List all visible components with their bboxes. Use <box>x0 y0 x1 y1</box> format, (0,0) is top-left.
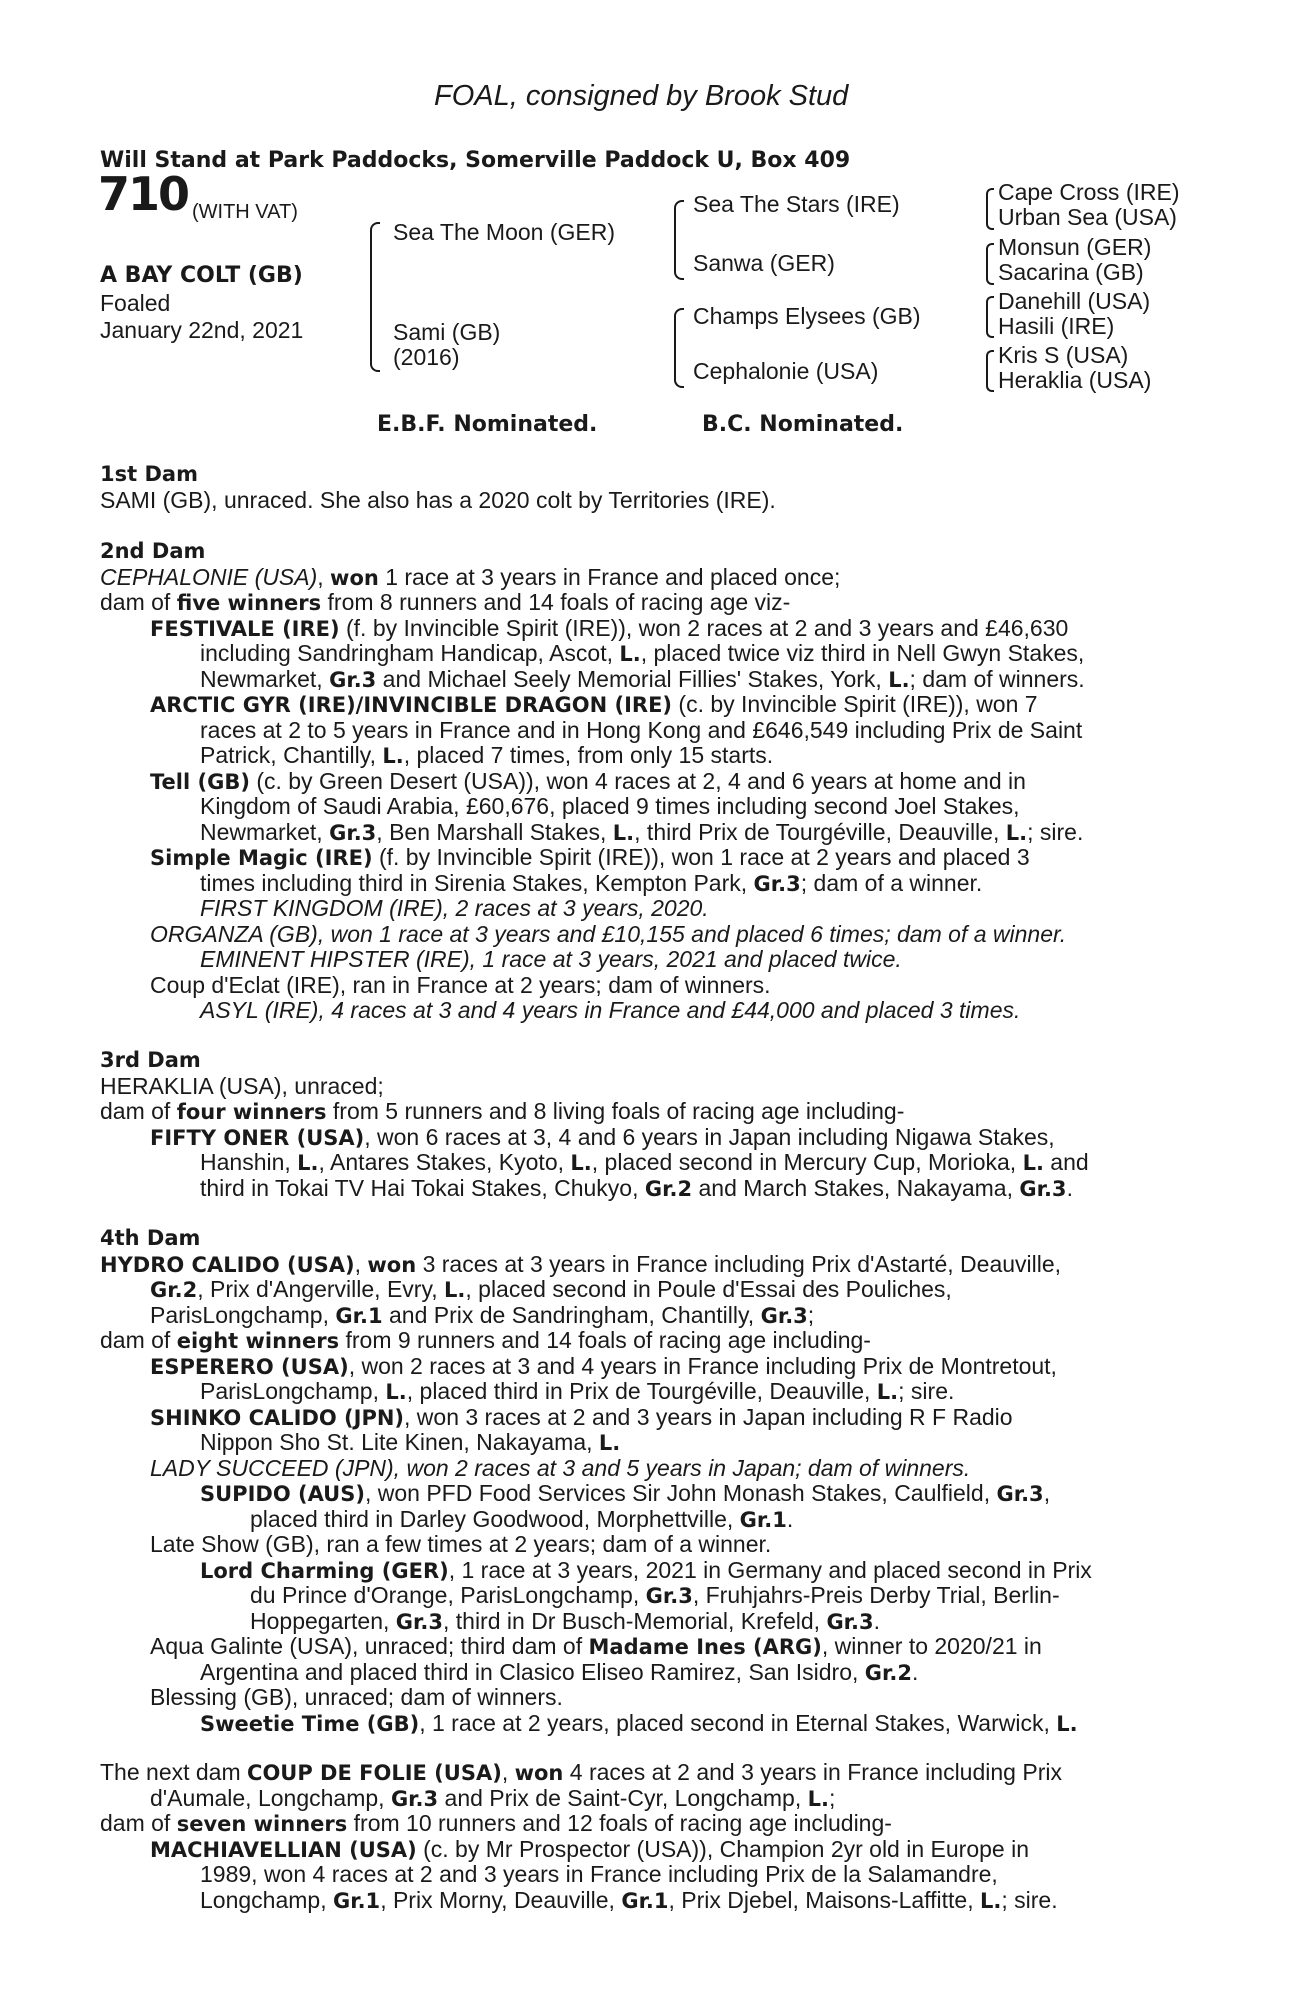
text-fragment: , placed third in Prix de Tourgéville, Deauville, <box>406 1378 877 1404</box>
esperero-name: ESPERERO (USA) <box>150 1354 349 1379</box>
pedigree-bracket-sire <box>674 200 684 280</box>
text-fragment: , <box>354 1250 368 1277</box>
blessing-line: Blessing (GB), unraced; dam of winners. <box>150 1684 563 1710</box>
text-fragment: , third in Dr Busch-Memorial, Krefeld, <box>442 1607 827 1634</box>
text-fragment: ; <box>828 1784 836 1811</box>
text-fragment: , Prix d'Angerville, Evry, <box>197 1276 445 1302</box>
organza-line: ORGANZA (GB), won 1 race at 3 years and £10,155 and placed 6 times; dam of a winner. <box>150 920 1067 947</box>
text-fragment: from 9 runners and 14 foals of racing age including- <box>339 1327 871 1353</box>
first-dam-section <box>100 462 1204 513</box>
cephalonie-line <box>100 565 1204 591</box>
cephalonie-name: CEPHALONIE (USA) <box>100 563 318 590</box>
text-fragment: d'Aumale, Longchamp, <box>150 1784 391 1811</box>
text-fragment: . <box>911 1658 919 1685</box>
arctic-line-3 <box>100 743 1204 769</box>
pedigree-bracket-dam <box>674 308 684 388</box>
text-fragment: and Michael Seely Memorial Fillies' Stakes, York, <box>376 665 889 692</box>
fourth-dam-heading: 4th Dam <box>100 1226 201 1250</box>
listed-mark: L. <box>570 1151 592 1175</box>
text-fragment: Patrick, Chantilly, <box>200 742 383 768</box>
esperero-line-2 <box>100 1379 1204 1405</box>
listed-mark: L. <box>297 1151 319 1175</box>
next-dam-section <box>100 1760 1204 1913</box>
won-text: won <box>367 1252 417 1277</box>
text-fragment: Argentina and placed third in Clasico Eliseo Ramirez, San Isidro, <box>200 1658 865 1685</box>
festivale-line-1 <box>100 616 1204 642</box>
listed-mark: L. <box>1056 1711 1078 1736</box>
eminent-line: EMINENT HIPSTER (IRE), 1 race at 3 years, 2021 and placed twice. <box>200 946 902 972</box>
sweetie-line <box>100 1711 1204 1737</box>
ss-dam: Urban Sea (USA) <box>998 204 1177 230</box>
group-mark: Gr.1 <box>739 1507 787 1532</box>
text-fragment: ; dam of winners. <box>909 665 1085 692</box>
dd-dam: Heraklia (USA) <box>998 367 1152 393</box>
aqua-line-2 <box>100 1660 1204 1686</box>
machiavellian-name: MACHIAVELLIAN (USA) <box>150 1837 417 1862</box>
winners-count: seven winners <box>176 1812 348 1836</box>
aqua-line-1 <box>100 1634 1204 1660</box>
text-fragment: , third Prix de Tourgéville, Deauville, <box>634 818 1006 845</box>
sweetie-name: Sweetie Time (GB) <box>200 1711 420 1736</box>
text-fragment: dam of <box>100 589 177 615</box>
text-fragment: . <box>786 1505 794 1532</box>
text-fragment: du Prince d'Orange, ParisLongchamp, <box>250 1582 646 1608</box>
group-mark: Gr.3 <box>996 1482 1044 1506</box>
text-fragment: The next dam <box>100 1759 248 1785</box>
third-dam-section <box>100 1048 1204 1201</box>
lord-line-1 <box>100 1558 1204 1584</box>
supido-name: SUPIDO (AUS) <box>200 1482 365 1506</box>
lot-number: 710 <box>98 167 189 221</box>
text-fragment: from 10 runners and 12 foals of racing age including- <box>347 1810 892 1836</box>
sire-name: Sea The Moon (GER) <box>393 219 616 245</box>
dam-name: Sami (GB) <box>393 319 501 345</box>
coup-de-folie-produce-line <box>100 1811 1204 1837</box>
esperero-line-1 <box>100 1354 1204 1380</box>
text-fragment: Longchamp, <box>200 1886 333 1913</box>
group-mark: Gr.3 <box>753 871 801 896</box>
listed-mark: L. <box>807 1786 829 1811</box>
ebf-nomination: E.B.F. Nominated. <box>377 412 598 437</box>
group-mark: Gr.2 <box>644 1176 693 1201</box>
sd-dam: Sacarina (GB) <box>998 259 1144 285</box>
group-mark: Gr.3 <box>395 1609 443 1634</box>
arctic-name: ARCTIC GYR (IRE)/INVINCIBLE DRAGON (IRE) <box>150 693 673 717</box>
text-fragment: ; dam of a winner. <box>800 869 983 896</box>
lord-line-3 <box>100 1609 1204 1635</box>
winners-count: four winners <box>176 1100 327 1124</box>
lord-line-2 <box>100 1583 1204 1609</box>
text-fragment: . <box>873 1607 881 1634</box>
mach-line-1 <box>100 1837 1204 1863</box>
fifty-line-2 <box>100 1150 1204 1176</box>
hydro-line-3 <box>100 1303 1204 1329</box>
hydro-line-1 <box>100 1252 1204 1278</box>
won-text: won <box>330 565 379 590</box>
text-fragment: placed third in Darley Goodwood, Morphettville, <box>250 1505 740 1532</box>
text-fragment: , placed second in Mercury Cup, Morioka, <box>591 1149 1023 1175</box>
text-fragment: , won 6 races at 3, 4 and 6 years in Japan including Nigawa Stakes, <box>364 1123 1055 1150</box>
listed-mark: L. <box>876 1380 899 1404</box>
second-dam-heading: 2nd Dam <box>100 539 206 563</box>
group-mark: Gr.2 <box>864 1660 912 1685</box>
listed-mark: L. <box>612 820 635 845</box>
text-fragment: (c. by Green Desert (USA)), won 4 races at 2, 4 and 6 years at home and in <box>249 767 1026 794</box>
tell-line-2: Kingdom of Saudi Arabia, £60,676, placed 9 times including second Joel Stakes, <box>200 793 1020 819</box>
lord-name: Lord Charming (GER) <box>200 1558 449 1583</box>
foaled-date: January 22nd, 2021 <box>100 317 304 343</box>
heraklia-produce-line <box>100 1099 1204 1125</box>
group-mark: Gr.2 <box>150 1278 198 1302</box>
text-fragment: Aqua Galinte (USA), unraced; third dam of <box>150 1633 589 1659</box>
stand-location: Will Stand at Park Paddocks, Somerville Paddock U, Box 409 <box>100 148 851 173</box>
text-fragment: Newmarket, <box>200 818 330 845</box>
text-fragment: , won 3 races at 2 and 3 years in Japan including R F Radio <box>404 1403 1013 1430</box>
group-mark: Gr.3 <box>645 1584 693 1608</box>
pedigree-bracket-dd <box>986 350 994 392</box>
hydro-name: HYDRO CALIDO (USA) <box>100 1252 355 1277</box>
third-dam-heading: 3rd Dam <box>100 1048 201 1072</box>
sd-sire: Monsun (GER) <box>998 234 1152 260</box>
text-fragment: ; <box>807 1301 815 1328</box>
arctic-line-1 <box>100 692 1204 718</box>
text-fragment: (c. by Mr Prospector (USA)), Champion 2yr old in Europe in <box>416 1835 1029 1862</box>
heraklia-line: HERAKLIA (USA), unraced; <box>100 1072 384 1099</box>
madame-ines-name: Madame Ines (ARG) <box>588 1635 822 1659</box>
group-mark: Gr.3 <box>390 1786 439 1811</box>
winners-count: five winners <box>176 591 322 615</box>
cephalonie-produce-line <box>100 590 1204 616</box>
tell-name: Tell (GB) <box>150 769 250 794</box>
text-fragment: Hanshin, <box>200 1149 298 1175</box>
text-fragment: , placed 7 times, from only 15 starts. <box>403 742 774 768</box>
lady-line: LADY SUCCEED (JPN), won 2 races at 3 and 5 years in Japan; dam of winners. <box>150 1454 971 1481</box>
text-fragment: (f. by Invincible Spirit (IRE)), won 2 races at 2 and 3 years and £46,630 <box>339 614 1069 641</box>
shinko-line-1 <box>100 1405 1204 1431</box>
text-fragment: 1 race at 3 years in France and placed once; <box>378 563 841 590</box>
simple-line-1 <box>100 845 1204 871</box>
simple-line-2 <box>100 871 1204 897</box>
winners-count: eight winners <box>176 1329 340 1353</box>
text-fragment: and <box>1043 1149 1089 1175</box>
ds-dam: Hasili (IRE) <box>998 313 1115 339</box>
supido-line-1 <box>100 1481 1204 1507</box>
listed-mark: L. <box>1022 1151 1044 1175</box>
mach-line-2: 1989, won 4 races at 2 and 3 years in France including Prix de la Salamandre, <box>200 1861 998 1887</box>
coup-line: Coup d'Eclat (IRE), ran in France at 2 years; dam of winners. <box>150 971 771 998</box>
dam-year: (2016) <box>393 344 460 370</box>
horse-name: A BAY COLT (GB) <box>100 263 303 288</box>
late-line: Late Show (GB), ran a few times at 2 years; dam of a winner. <box>150 1531 772 1557</box>
text-fragment: , won PFD Food Services Sir John Monash Stakes, Caulfield, <box>364 1480 997 1506</box>
text-fragment: and March Stakes, Nakayama, <box>692 1174 1020 1201</box>
text-fragment: , <box>501 1759 515 1785</box>
text-fragment: , winner to 2020/21 in <box>821 1633 1042 1659</box>
text-fragment: , won 2 races at 3 and 4 years in France including Prix de Montretout, <box>348 1352 1057 1379</box>
tell-line-3 <box>100 820 1204 846</box>
text-fragment: ParisLongchamp, <box>200 1378 386 1404</box>
group-mark: Gr.1 <box>332 1888 381 1913</box>
listed-mark: L. <box>980 1888 1002 1913</box>
listed-mark: L. <box>1005 820 1028 845</box>
listed-mark: L. <box>619 642 641 666</box>
sire-dam: Sanwa (GER) <box>693 250 835 276</box>
text-fragment: from 8 runners and 14 foals of racing age viz- <box>321 589 791 615</box>
text-fragment: dam of <box>100 1327 177 1353</box>
coup-de-folie-name: COUP DE FOLIE (USA) <box>247 1761 502 1785</box>
text-fragment: , Fruhjahrs-Preis Derby Trial, Berlin- <box>692 1582 1060 1608</box>
dam-sire: Champs Elysees (GB) <box>693 303 921 329</box>
text-fragment: , placed second in Poule d'Essai des Pouliches, <box>465 1276 952 1302</box>
festivale-line-3 <box>100 667 1204 693</box>
text-fragment: , Prix Morny, Deauville, <box>380 1886 622 1913</box>
pedigree-bracket-ds <box>986 296 994 338</box>
text-fragment: ; sire. <box>1027 818 1084 845</box>
text-fragment: , 1 race at 2 years, placed second in Eternal Stakes, Warwick, <box>419 1709 1057 1736</box>
text-fragment: times including third in Sirenia Stakes, Kempton Park, <box>200 869 754 896</box>
bc-nomination: B.C. Nominated. <box>702 412 904 437</box>
dd-sire: Kris S (USA) <box>998 342 1129 368</box>
first-dam-heading: 1st Dam <box>100 462 198 486</box>
first-dam-text: SAMI (GB), unraced. She also has a 2020 colt by Territories (IRE). <box>100 486 776 513</box>
text-fragment: (c. by Invincible Spirit (IRE)), won 7 <box>672 691 1038 717</box>
fifty-line-1 <box>100 1125 1204 1151</box>
text-fragment: from 5 runners and 8 living foals of racing age including- <box>326 1098 905 1124</box>
group-mark: Gr.3 <box>329 820 377 845</box>
pedigree-bracket-sd <box>986 243 994 285</box>
festivale-line-2 <box>100 641 1204 667</box>
shinko-name: SHINKO CALIDO (JPN) <box>150 1405 405 1430</box>
sire-sire: Sea The Stars (IRE) <box>693 191 900 217</box>
text-fragment: including Sandringham Handicap, Ascot, <box>200 640 620 666</box>
group-mark: Gr.1 <box>335 1303 383 1328</box>
pedigree-bracket-ss <box>986 188 994 230</box>
text-fragment: ; sire. <box>1001 1886 1058 1913</box>
fifty-line-3 <box>100 1176 1204 1202</box>
text-fragment: 3 races at 3 years in France including Prix d'Astarté, Deauville, <box>416 1250 1062 1277</box>
simple-name: Simple Magic (IRE) <box>150 846 373 870</box>
text-fragment: , 1 race at 3 years, 2021 in Germany and placed second in Prix <box>448 1556 1092 1583</box>
ss-sire: Cape Cross (IRE) <box>998 179 1180 205</box>
listed-mark: L. <box>385 1380 407 1404</box>
text-fragment: , Ben Marshall Stakes, <box>376 818 613 845</box>
text-fragment: and Prix de Saint-Cyr, Longchamp, <box>438 1784 808 1811</box>
tell-line-1 <box>100 769 1204 795</box>
mach-line-3 <box>100 1888 1204 1914</box>
text-fragment: and Prix de Sandringham, Chantilly, <box>382 1301 761 1328</box>
listed-mark: L. <box>444 1278 466 1302</box>
text-fragment: ParisLongchamp, <box>150 1301 336 1328</box>
text-fragment: . <box>1066 1174 1073 1201</box>
coup-de-folie-line-2 <box>100 1786 1204 1812</box>
ds-sire: Danehill (USA) <box>998 288 1151 314</box>
vat-label: (WITH VAT) <box>192 201 298 223</box>
group-mark: Gr.3 <box>760 1303 808 1328</box>
text-fragment: , Prix Djebel, Maisons-Laffitte, <box>668 1886 981 1913</box>
pedigree-bracket-main <box>370 222 380 372</box>
text-fragment: 4 races at 2 and 3 years in France including Prix <box>563 1759 1062 1785</box>
group-mark: Gr.3 <box>1019 1176 1067 1201</box>
text-fragment: , <box>1043 1480 1051 1506</box>
shinko-line-2 <box>100 1430 1204 1456</box>
text-fragment: , placed twice viz third in Nell Gwyn Stakes, <box>640 640 1085 666</box>
coup-de-folie-line-1 <box>100 1760 1204 1786</box>
foaled-label: Foaled <box>100 290 171 316</box>
text-fragment: dam of <box>100 1810 177 1836</box>
text-fragment: third in Tokai TV Hai Tokai Stakes, Chukyo, <box>200 1174 645 1201</box>
text-fragment: Newmarket, <box>200 665 330 692</box>
text-fragment: dam of <box>100 1098 177 1124</box>
hydro-line-2 <box>100 1277 1204 1303</box>
page-title: FOAL, consigned by Brook Stud <box>434 80 849 112</box>
fourth-dam-section <box>100 1226 1204 1736</box>
text-fragment: , Antares Stakes, Kyoto, <box>318 1149 571 1175</box>
text-fragment: ; sire. <box>898 1378 955 1404</box>
listed-mark: L. <box>382 744 404 768</box>
text-fragment: Hoppegarten, <box>250 1607 396 1634</box>
text-fragment: , <box>317 563 331 590</box>
asyl-line: ASYL (IRE), 4 races at 3 and 4 years in France and £44,000 and placed 3 times. <box>200 997 1021 1023</box>
group-mark: Gr.3 <box>329 667 377 692</box>
arctic-line-2: races at 2 to 5 years in France and in Hong Kong and £646,549 including Prix de Saint <box>200 716 1083 743</box>
second-dam-section <box>100 539 1204 1024</box>
group-mark: Gr.3 <box>826 1609 874 1634</box>
listed-mark: L. <box>888 667 910 692</box>
text-fragment: Nippon Sho St. Lite Kinen, Nakayama, <box>200 1429 599 1455</box>
fifty-name: FIFTY ONER (USA) <box>150 1125 365 1150</box>
festivale-name: FESTIVALE (IRE) <box>150 616 340 641</box>
won-text: won <box>514 1761 564 1785</box>
supido-line-2 <box>100 1507 1204 1533</box>
hydro-produce-line <box>100 1328 1204 1354</box>
dam-dam: Cephalonie (USA) <box>693 358 879 384</box>
text-fragment: (f. by Invincible Spirit (IRE)), won 1 race at 2 years and placed 3 <box>372 844 1030 870</box>
first-kingdom-line: FIRST KINGDOM (IRE), 2 races at 3 years, 2020. <box>200 895 709 921</box>
listed-mark: L. <box>598 1431 621 1455</box>
group-mark: Gr.1 <box>621 1888 669 1913</box>
